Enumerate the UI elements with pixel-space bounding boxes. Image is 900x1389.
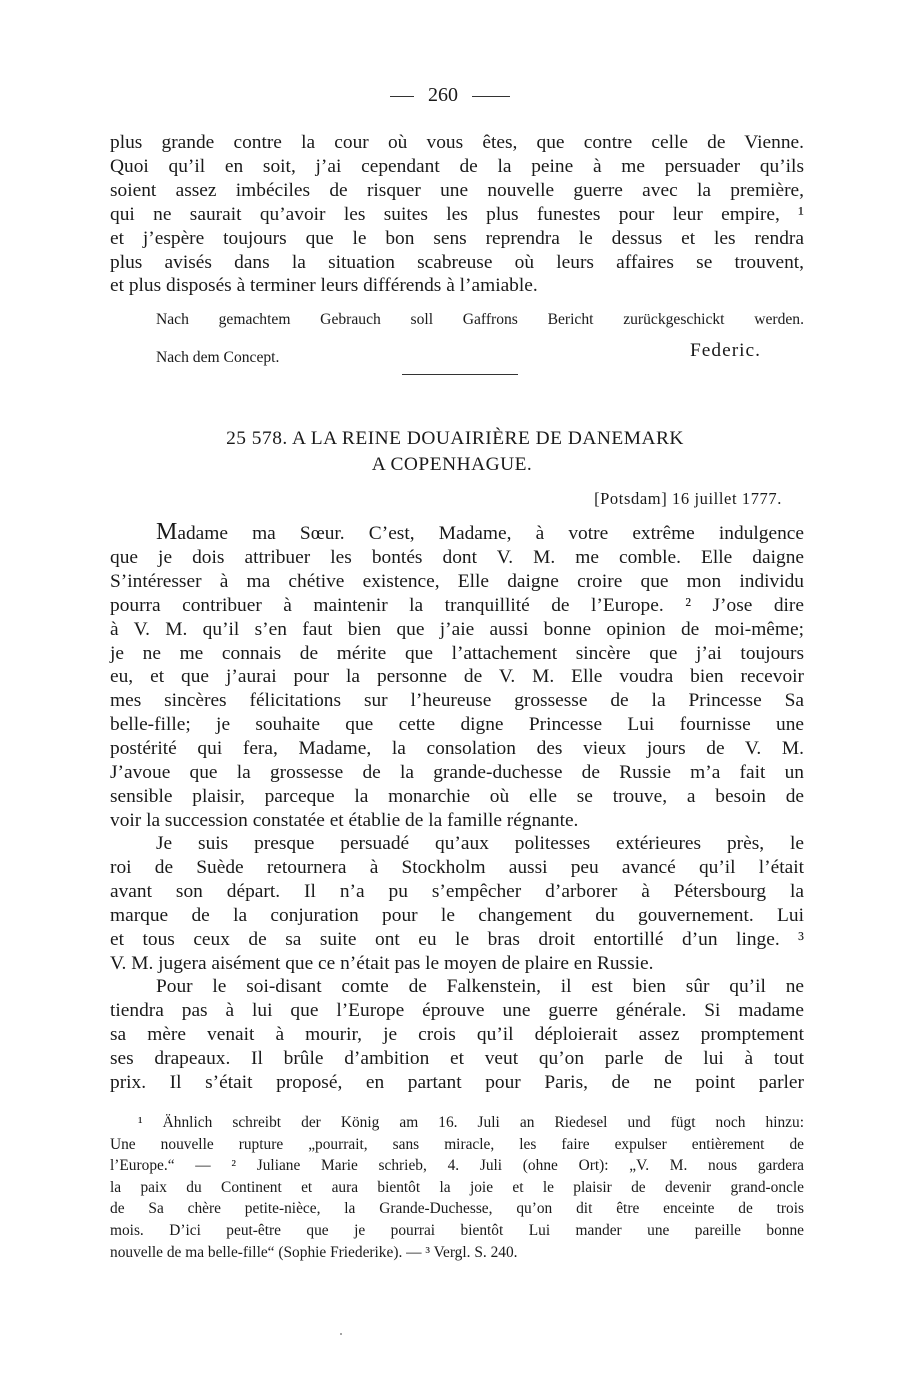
text-line: et plus disposés à terminer leurs différends à l’amiable. — [110, 275, 538, 297]
text-line: mes sincères félicitations sur l’heureuse grossesse de la Princesse Sa — [110, 690, 804, 712]
text-line: soient assez imbéciles de risquer une nouvelle guerre avec la première, — [110, 179, 804, 201]
footnote-line: de Sa chère petite-nièce, la Grande-Duchesse, qu’on dit être enceinte de trois — [110, 1200, 804, 1218]
editorial-note — [156, 309, 804, 331]
text-line: roi de Suède retournera à Stockholm aussi peu avancé qu’il l’était — [110, 856, 804, 878]
text-line: tiendra pas à lui que l’Europe éprouve une guerre générale. Si madame — [110, 999, 804, 1021]
text-line: J’avoue que la grossesse de la grande-duchesse de Russie m’a fait un — [110, 762, 804, 784]
text-line: sa mère venait à mourir, je crois qu’il déploierait assez promptement — [110, 1023, 804, 1045]
text-line: V. M. jugera aisément que ce n’était pas le moyen de plaire en Russie. — [110, 952, 654, 974]
text-line: à V. M. qu’il s’en faut bien que j’aie aussi bonne opinion de moi-même; — [110, 618, 804, 640]
text-line: eu, et que j’aurai pour la personne de V. M. Elle voudra bien recevoir — [110, 666, 804, 688]
text-line: prix. Il s’était proposé, en partant pour Paris, de ne point parler — [110, 1071, 804, 1093]
text-line: Je suis presque persuadé qu’aux politesses extérieures près, le — [156, 833, 804, 854]
page-number-text: 260 — [428, 84, 458, 106]
letter-heading — [0, 426, 900, 478]
footnotes — [110, 1112, 804, 1263]
letter-heading-line-2: A COPENHAGUE. — [371, 454, 533, 475]
text-line: marque de la conjuration pour le changement du gouvernement. Lui — [110, 904, 804, 926]
signature: Federic. — [690, 340, 761, 361]
page-number-dash-right — [472, 96, 510, 97]
concept-note: Nach dem Concept. — [156, 349, 280, 366]
text-line: Pour le soi-disant comte de Falkenstein, il est bien sûr qu’il ne — [156, 976, 804, 997]
letter-heading-line-1: 25 578. A LA REINE DOUAIRIÈRE DE DANEMARK — [226, 428, 684, 449]
footnote-line: mois. D’ici peut-être que je pourrai bientôt Lui mander une pareille bonne — [110, 1221, 804, 1239]
text-line: et j’espère toujours que le bon sens reprendra le dessus et les rendra — [110, 227, 804, 249]
text-line: plus avisés dans la situation scabreuse où leurs affaires se trouvent, — [110, 251, 804, 273]
page-number — [0, 84, 900, 107]
text-line: Madame ma Sœur. C’est, Madame, à votre extrême indulgence — [156, 519, 804, 545]
text-line: belle-fille; je souhaite que cette digne Princesse Lui fournisse une — [110, 714, 804, 736]
text-line: avant son départ. Il n’a pu s’empêcher d’arborer à Pétersbourg la — [110, 880, 804, 902]
letter-paragraph-3 — [110, 975, 804, 1095]
text-line: plus grande contre la cour où vous êtes, que contre celle de Vienne. — [110, 132, 804, 153]
editorial-note-text: Nach gemachtem Gebrauch soll Gaffrons Bericht zurückgeschickt werden. — [156, 311, 804, 328]
letter-paragraph-1 — [110, 521, 804, 833]
text-line: sensible plaisir, parceque la monarchie où elle se trouve, a besoin de — [110, 785, 804, 807]
text-line: qui ne saurait qu’avoir les suites les plus funestes pour leur empire, ¹ — [110, 203, 804, 225]
page-number-dash-left — [390, 96, 414, 97]
section-divider — [402, 374, 518, 375]
text-line: et tous ceux de sa suite ont eu le bras droit entortillé d’un linge. ³ — [110, 928, 804, 950]
text-line: voir la succession constatée et établie de la famille régnante. — [110, 809, 579, 831]
footnote-line: ¹ Ähnlich schreibt der König am 16. Juli an Riedesel und fügt noch hinzu: — [138, 1114, 804, 1131]
text-line: postérité qui fera, Madame, la consolation des vieux jours de V. M. — [110, 738, 804, 760]
text-line: que je dois attribuer les bontés dont V. M. me comble. Elle daigne — [110, 546, 804, 568]
footnote-line: Une nouvelle rupture „pourrait, sans miracle, les faire expulser entièrement de — [110, 1135, 804, 1153]
letter-paragraph-2 — [110, 832, 804, 975]
continuation-paragraph — [110, 131, 804, 298]
initial-capital: M — [156, 519, 178, 545]
footnote-line: l’Europe.“ — ² Juliane Marie schrieb, 4. Juli (ohne Ort): „V. M. nous gardera — [110, 1157, 804, 1175]
page-speck — [340, 1333, 342, 1335]
text-line: pourra contribuer à maintenir la tranquillité de l’Europe. ² J’ose dire — [110, 594, 804, 616]
footnote-line: nouvelle de ma belle-fille“ (Sophie Friederike). — ³ Vergl. S. 240. — [110, 1243, 518, 1261]
dateline: [Potsdam] 16 juillet 1777. — [594, 489, 782, 508]
footnote-line: la paix du Continent et aura bientôt la joie et le plaisir de devenir grand-oncle — [110, 1178, 804, 1196]
text-line: Quoi qu’il en soit, j’ai cependant de la peine à me persuader qu’ils — [110, 155, 804, 177]
text-line: ses drapeaux. Il brûle d’ambition et veut qu’on parle de lui à tout — [110, 1047, 804, 1069]
text-line: S’intéresser à ma chétive existence, Elle daigne croire que mon individu — [110, 570, 804, 592]
text-line: je ne me connais de mérite que l’attachement sincère que j’ai toujours — [110, 642, 804, 664]
